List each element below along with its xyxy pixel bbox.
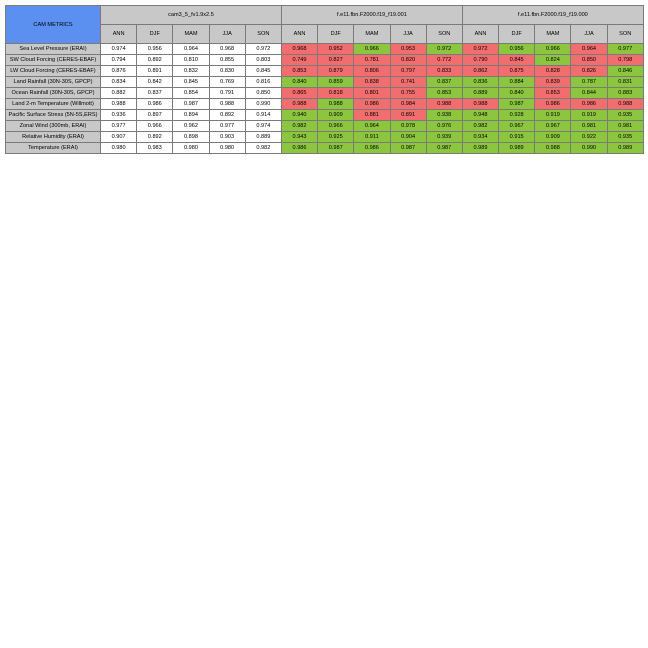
table-row bbox=[6, 132, 644, 143]
season-header-1-ann: ANN bbox=[101, 25, 137, 44]
metric-value-g2-jja: 0.741 bbox=[390, 77, 426, 88]
metric-value-g2-djf: 0.925 bbox=[318, 132, 354, 143]
metric-value-g2-djf: 0.859 bbox=[318, 77, 354, 88]
metric-value-g3-ann: 0.948 bbox=[462, 110, 498, 121]
group-header-run-001: f.e11.fbn.F2000.f19_f19.001 bbox=[281, 6, 462, 25]
season-header-1-djf: DJF bbox=[137, 25, 173, 44]
season-header-2-jja: JJA bbox=[390, 25, 426, 44]
metric-value-g3-mam: 0.909 bbox=[535, 132, 571, 143]
metric-value-g2-jja: 0.904 bbox=[390, 132, 426, 143]
metric-value-g3-ann: 0.972 bbox=[462, 44, 498, 55]
metrics-body bbox=[6, 44, 644, 154]
metric-value-g1-son: 0.974 bbox=[245, 121, 281, 132]
metric-value-g3-son: 0.935 bbox=[607, 110, 643, 121]
metric-value-g1-son: 0.845 bbox=[245, 66, 281, 77]
season-header-3-djf: DJF bbox=[499, 25, 535, 44]
table-title: CAM METRICS bbox=[6, 6, 101, 44]
metric-value-g1-mam: 0.962 bbox=[173, 121, 209, 132]
metric-value-g3-djf: 0.915 bbox=[499, 132, 535, 143]
metric-value-g1-ann: 0.794 bbox=[101, 55, 137, 66]
metric-value-g2-son: 0.837 bbox=[426, 77, 462, 88]
metric-value-g1-son: 0.982 bbox=[245, 143, 281, 154]
metric-label: Temperature (ERAI) bbox=[6, 143, 101, 154]
metric-value-g2-djf: 0.952 bbox=[318, 44, 354, 55]
metric-value-g3-son: 0.988 bbox=[607, 99, 643, 110]
metric-value-g1-ann: 0.988 bbox=[101, 99, 137, 110]
metric-value-g2-mam: 0.838 bbox=[354, 77, 390, 88]
metric-value-g2-djf: 0.818 bbox=[318, 88, 354, 99]
metric-value-g2-djf: 0.987 bbox=[318, 143, 354, 154]
metric-value-g1-jja: 0.769 bbox=[209, 77, 245, 88]
metric-value-g2-ann: 0.982 bbox=[281, 121, 317, 132]
metric-value-g2-ann: 0.840 bbox=[281, 77, 317, 88]
metric-value-g1-djf: 0.897 bbox=[137, 110, 173, 121]
metric-value-g3-mam: 0.966 bbox=[535, 44, 571, 55]
metric-value-g1-djf: 0.983 bbox=[137, 143, 173, 154]
metric-value-g1-djf: 0.891 bbox=[137, 66, 173, 77]
metric-value-g3-son: 0.831 bbox=[607, 77, 643, 88]
metric-value-g1-jja: 0.892 bbox=[209, 110, 245, 121]
metric-value-g3-ann: 0.836 bbox=[462, 77, 498, 88]
metric-value-g3-djf: 0.845 bbox=[499, 55, 535, 66]
metric-value-g1-ann: 0.907 bbox=[101, 132, 137, 143]
metric-value-g2-jja: 0.984 bbox=[390, 99, 426, 110]
metric-value-g2-djf: 0.827 bbox=[318, 55, 354, 66]
metric-value-g3-mam: 0.824 bbox=[535, 55, 571, 66]
metric-value-g2-ann: 0.940 bbox=[281, 110, 317, 121]
table-row bbox=[6, 99, 644, 110]
metric-value-g1-mam: 0.980 bbox=[173, 143, 209, 154]
metric-value-g2-jja: 0.987 bbox=[390, 143, 426, 154]
metric-value-g3-mam: 0.828 bbox=[535, 66, 571, 77]
metric-value-g3-son: 0.846 bbox=[607, 66, 643, 77]
metric-value-g1-son: 0.972 bbox=[245, 44, 281, 55]
season-header-1-mam: MAM bbox=[173, 25, 209, 44]
metric-value-g3-djf: 0.989 bbox=[499, 143, 535, 154]
metric-value-g3-jja: 0.787 bbox=[571, 77, 607, 88]
table-row bbox=[6, 143, 644, 154]
metric-value-g2-mam: 0.986 bbox=[354, 99, 390, 110]
metric-value-g1-jja: 0.980 bbox=[209, 143, 245, 154]
metric-value-g2-mam: 0.806 bbox=[354, 66, 390, 77]
metric-value-g1-mam: 0.845 bbox=[173, 77, 209, 88]
metric-value-g3-mam: 0.919 bbox=[535, 110, 571, 121]
metric-label: Zonal Wind (300mb, ERAI) bbox=[6, 121, 101, 132]
metric-value-g3-son: 0.883 bbox=[607, 88, 643, 99]
metric-value-g2-son: 0.987 bbox=[426, 143, 462, 154]
metric-value-g1-jja: 0.977 bbox=[209, 121, 245, 132]
metric-value-g2-ann: 0.749 bbox=[281, 55, 317, 66]
metric-value-g2-ann: 0.988 bbox=[281, 99, 317, 110]
metric-value-g2-son: 0.988 bbox=[426, 99, 462, 110]
table-row bbox=[6, 66, 644, 77]
metric-value-g1-ann: 0.834 bbox=[101, 77, 137, 88]
metric-value-g1-ann: 0.876 bbox=[101, 66, 137, 77]
metric-value-g1-ann: 0.977 bbox=[101, 121, 137, 132]
metric-value-g2-djf: 0.909 bbox=[318, 110, 354, 121]
season-header-3-ann: ANN bbox=[462, 25, 498, 44]
metric-value-g2-jja: 0.820 bbox=[390, 55, 426, 66]
table-row bbox=[6, 88, 644, 99]
metric-value-g3-jja: 0.850 bbox=[571, 55, 607, 66]
season-header-3-jja: JJA bbox=[571, 25, 607, 44]
metric-value-g2-son: 0.772 bbox=[426, 55, 462, 66]
metric-value-g2-mam: 0.801 bbox=[354, 88, 390, 99]
metric-value-g1-son: 0.816 bbox=[245, 77, 281, 88]
season-header-1-son: SON bbox=[245, 25, 281, 44]
metric-value-g2-son: 0.938 bbox=[426, 110, 462, 121]
metric-value-g1-djf: 0.892 bbox=[137, 55, 173, 66]
metric-label: Land 2-m Temperature (Willmott) bbox=[6, 99, 101, 110]
metric-value-g3-son: 0.981 bbox=[607, 121, 643, 132]
metric-value-g1-mam: 0.810 bbox=[173, 55, 209, 66]
metric-value-g1-djf: 0.892 bbox=[137, 132, 173, 143]
metric-value-g1-mam: 0.987 bbox=[173, 99, 209, 110]
metric-value-g2-ann: 0.968 bbox=[281, 44, 317, 55]
metric-value-g2-mam: 0.881 bbox=[354, 110, 390, 121]
metric-value-g2-jja: 0.797 bbox=[390, 66, 426, 77]
metric-value-g1-son: 0.850 bbox=[245, 88, 281, 99]
metric-value-g1-mam: 0.832 bbox=[173, 66, 209, 77]
metric-label: SW Cloud Forcing (CERES-EBAF) bbox=[6, 55, 101, 66]
season-header-2-djf: DJF bbox=[318, 25, 354, 44]
metric-value-g2-ann: 0.986 bbox=[281, 143, 317, 154]
metric-value-g1-mam: 0.894 bbox=[173, 110, 209, 121]
metric-label: Relative Humidity (ERAI) bbox=[6, 132, 101, 143]
metric-value-g1-jja: 0.968 bbox=[209, 44, 245, 55]
metric-value-g3-mam: 0.839 bbox=[535, 77, 571, 88]
metric-value-g3-djf: 0.884 bbox=[499, 77, 535, 88]
metric-value-g3-son: 0.798 bbox=[607, 55, 643, 66]
metric-label: Ocean Rainfall (30N-30S, GPCP) bbox=[6, 88, 101, 99]
metric-value-g3-ann: 0.862 bbox=[462, 66, 498, 77]
metric-value-g1-ann: 0.974 bbox=[101, 44, 137, 55]
metric-value-g3-jja: 0.986 bbox=[571, 99, 607, 110]
metric-value-g3-jja: 0.964 bbox=[571, 44, 607, 55]
group-header-baseline: cam3_5_fv1.9x2.5 bbox=[101, 6, 282, 25]
metric-value-g2-ann: 0.943 bbox=[281, 132, 317, 143]
metric-value-g1-mam: 0.854 bbox=[173, 88, 209, 99]
metric-value-g1-jja: 0.988 bbox=[209, 99, 245, 110]
metric-value-g2-djf: 0.879 bbox=[318, 66, 354, 77]
cam-metrics-table bbox=[5, 5, 644, 154]
metric-value-g1-jja: 0.855 bbox=[209, 55, 245, 66]
metric-value-g2-son: 0.976 bbox=[426, 121, 462, 132]
metric-value-g1-son: 0.990 bbox=[245, 99, 281, 110]
metric-value-g2-jja: 0.978 bbox=[390, 121, 426, 132]
metric-value-g3-djf: 0.987 bbox=[499, 99, 535, 110]
metric-value-g3-ann: 0.988 bbox=[462, 99, 498, 110]
metric-value-g1-ann: 0.936 bbox=[101, 110, 137, 121]
metric-value-g3-jja: 0.826 bbox=[571, 66, 607, 77]
metric-value-g1-djf: 0.837 bbox=[137, 88, 173, 99]
metric-value-g3-ann: 0.790 bbox=[462, 55, 498, 66]
metric-value-g3-djf: 0.928 bbox=[499, 110, 535, 121]
metric-value-g1-son: 0.914 bbox=[245, 110, 281, 121]
metric-label: Sea Level Pressure (ERAI) bbox=[6, 44, 101, 55]
metric-value-g3-mam: 0.988 bbox=[535, 143, 571, 154]
metric-value-g3-mam: 0.853 bbox=[535, 88, 571, 99]
metric-value-g3-mam: 0.986 bbox=[535, 99, 571, 110]
metric-value-g2-mam: 0.986 bbox=[354, 143, 390, 154]
metric-value-g1-son: 0.803 bbox=[245, 55, 281, 66]
metric-value-g3-jja: 0.844 bbox=[571, 88, 607, 99]
metric-value-g2-son: 0.833 bbox=[426, 66, 462, 77]
metric-value-g3-djf: 0.956 bbox=[499, 44, 535, 55]
metric-value-g2-jja: 0.891 bbox=[390, 110, 426, 121]
metric-value-g2-jja: 0.755 bbox=[390, 88, 426, 99]
metric-value-g3-djf: 0.875 bbox=[499, 66, 535, 77]
metric-value-g3-djf: 0.840 bbox=[499, 88, 535, 99]
metric-value-g2-jja: 0.953 bbox=[390, 44, 426, 55]
metric-value-g3-mam: 0.967 bbox=[535, 121, 571, 132]
season-header-3-mam: MAM bbox=[535, 25, 571, 44]
metric-value-g2-ann: 0.853 bbox=[281, 66, 317, 77]
metric-value-g2-mam: 0.964 bbox=[354, 121, 390, 132]
metric-value-g3-ann: 0.889 bbox=[462, 88, 498, 99]
metric-value-g2-son: 0.939 bbox=[426, 132, 462, 143]
metric-value-g2-mam: 0.781 bbox=[354, 55, 390, 66]
season-header-2-son: SON bbox=[426, 25, 462, 44]
metric-value-g3-ann: 0.982 bbox=[462, 121, 498, 132]
metric-value-g2-mam: 0.966 bbox=[354, 44, 390, 55]
season-header-3-son: SON bbox=[607, 25, 643, 44]
season-header-2-mam: MAM bbox=[354, 25, 390, 44]
metric-label: Land Rainfall (30N-30S, GPCP) bbox=[6, 77, 101, 88]
metric-value-g1-mam: 0.964 bbox=[173, 44, 209, 55]
metric-value-g3-ann: 0.934 bbox=[462, 132, 498, 143]
metric-label: Pacific Surface Stress (5N-5S,ERS) bbox=[6, 110, 101, 121]
metric-value-g3-jja: 0.919 bbox=[571, 110, 607, 121]
metric-value-g1-jja: 0.903 bbox=[209, 132, 245, 143]
season-header-2-ann: ANN bbox=[281, 25, 317, 44]
metric-value-g3-jja: 0.922 bbox=[571, 132, 607, 143]
metric-value-g3-son: 0.977 bbox=[607, 44, 643, 55]
metric-value-g1-son: 0.889 bbox=[245, 132, 281, 143]
group-header-run-000: f.e11.fbn.F2000.f19_f19.000 bbox=[462, 6, 643, 25]
metric-value-g1-ann: 0.882 bbox=[101, 88, 137, 99]
metric-value-g1-djf: 0.842 bbox=[137, 77, 173, 88]
metric-value-g3-son: 0.989 bbox=[607, 143, 643, 154]
season-header-1-jja: JJA bbox=[209, 25, 245, 44]
metric-value-g3-djf: 0.967 bbox=[499, 121, 535, 132]
metric-value-g2-son: 0.853 bbox=[426, 88, 462, 99]
metric-value-g2-djf: 0.988 bbox=[318, 99, 354, 110]
metric-value-g1-jja: 0.791 bbox=[209, 88, 245, 99]
table-row bbox=[6, 44, 644, 55]
table-row bbox=[6, 110, 644, 121]
metric-value-g2-mam: 0.911 bbox=[354, 132, 390, 143]
metric-value-g3-ann: 0.989 bbox=[462, 143, 498, 154]
season-header-row bbox=[6, 25, 644, 44]
metric-value-g1-djf: 0.966 bbox=[137, 121, 173, 132]
group-header-row bbox=[6, 6, 644, 25]
table-row bbox=[6, 77, 644, 88]
metric-value-g2-son: 0.972 bbox=[426, 44, 462, 55]
metric-value-g3-son: 0.935 bbox=[607, 132, 643, 143]
table-row bbox=[6, 55, 644, 66]
metric-label: LW Cloud Forcing (CERES-EBAF) bbox=[6, 66, 101, 77]
metric-value-g1-jja: 0.830 bbox=[209, 66, 245, 77]
metric-value-g2-djf: 0.966 bbox=[318, 121, 354, 132]
metric-value-g1-mam: 0.898 bbox=[173, 132, 209, 143]
metric-value-g1-djf: 0.986 bbox=[137, 99, 173, 110]
metric-value-g2-ann: 0.865 bbox=[281, 88, 317, 99]
metric-value-g3-jja: 0.981 bbox=[571, 121, 607, 132]
metric-value-g1-djf: 0.956 bbox=[137, 44, 173, 55]
table-row bbox=[6, 121, 644, 132]
metric-value-g1-ann: 0.980 bbox=[101, 143, 137, 154]
metric-value-g3-jja: 0.990 bbox=[571, 143, 607, 154]
